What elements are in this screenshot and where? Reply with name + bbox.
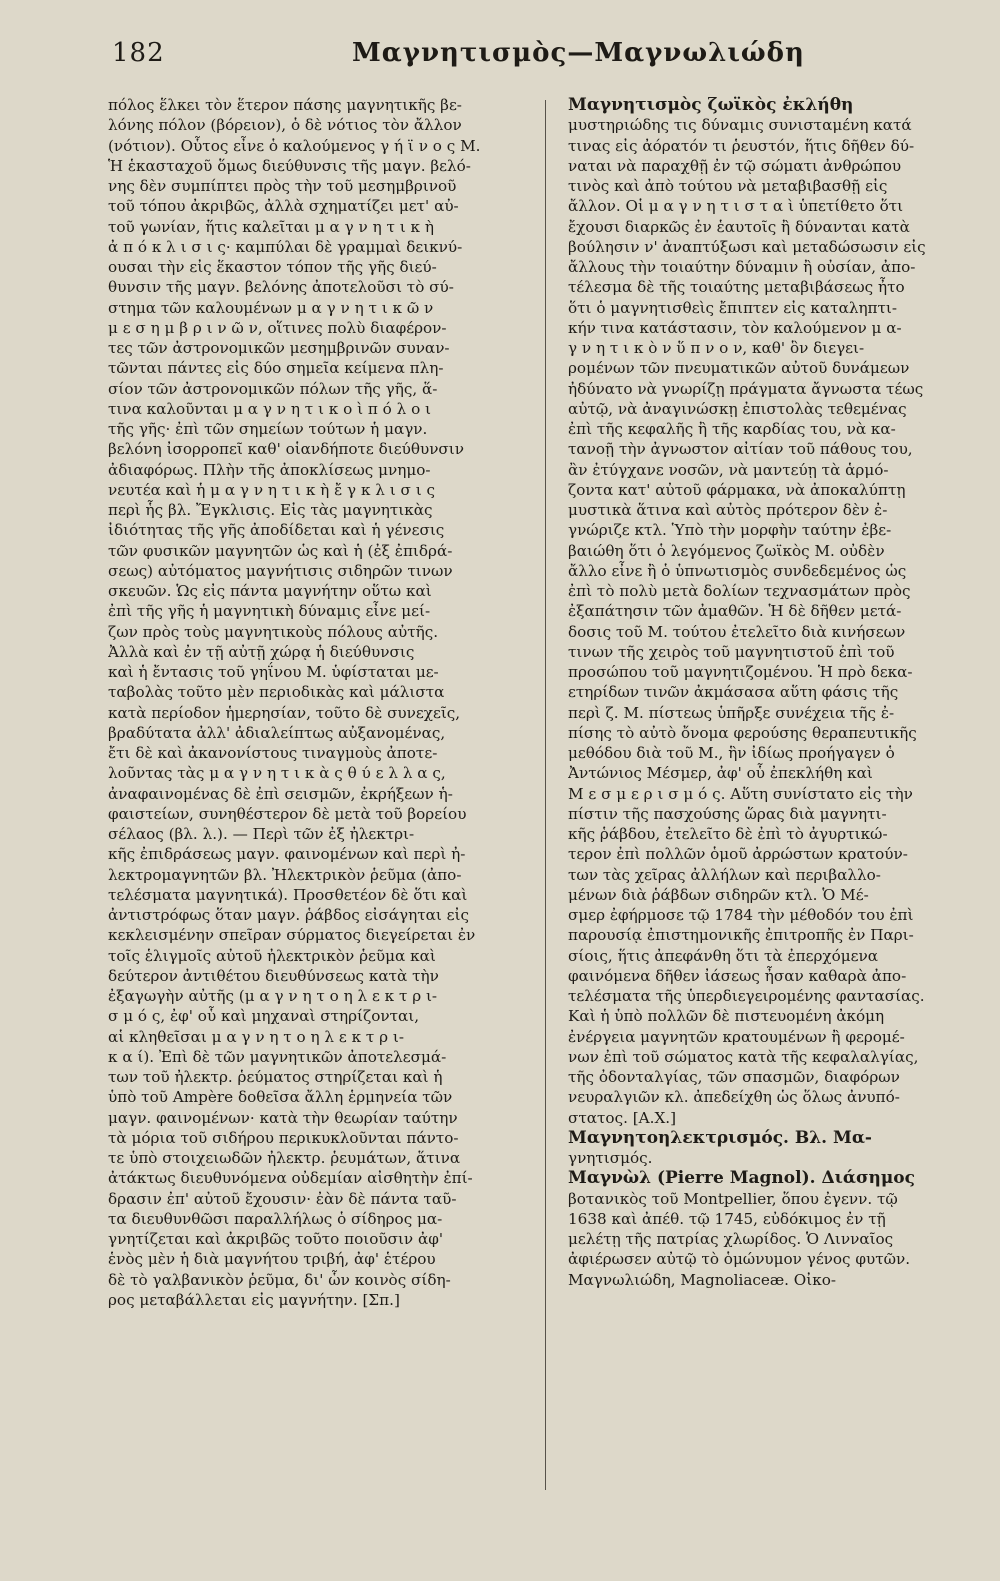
text-line: ἄλλον. Οἱ μ α γ ν η τ ι σ τ α ὶ ὑπετίθετο ὅτι [568,197,904,216]
text-line: νων ἐπὶ τοῦ σώματος κατὰ τῆς κεφαλαλγίας, [568,1047,919,1066]
text-line: ἀφιέρωσεν αὐτῷ τὸ ὁμώνυμον γένος φυτῶν. [568,1250,911,1269]
text-line: κατὰ περίοδον ἡμερησίαν, τοῦτο δὲ συνεχεῖς, [108,703,461,722]
text-line: κ α ί). Ἐπὶ δὲ τῶν μαγνητικῶν ἀποτελεσμά- [108,1047,447,1066]
text-line: περὶ ἧς βλ. Ἔγκλισις. Εἰς τὰς μαγνητικὰς [108,501,433,519]
text-line: Ἡ ἑκασταχοῦ ὅμως διεύθυνσις τῆς μαγν. βελό- [108,156,471,175]
text-line: λοῦντας τὰς μ α γ ν η τ ι κ ὰ ς θ ύ ε λ λ α ς, [108,764,446,783]
text-line: δεύτερον ἀντιθέτου διευθύνσεως κατὰ τὴν [108,966,439,985]
text-line: ταβολὰς τοῦτο μὲν περιοδικὰς καὶ μάλιστα [108,683,445,702]
text-line: ἐξαπάτησιν τῶν ἀμαθῶν. Ἡ δὲ δῆθεν μετά- [568,602,902,621]
text-line: λόνης πόλον (βόρειον), ὁ δὲ νότιος τὸν ἄλλον [108,116,462,135]
text-line: μένων διὰ ῥάβδων σιδηρῶν κτλ. Ὁ Μέ- [568,885,869,904]
text-line: τέλεσμα δὲ τῆς τοιαύτης μεταβιβάσεως ἦτο [568,278,905,297]
text-line: τινα καλοῦνται μ α γ ν η τ ι κ ο ὶ π ό λ ο ι [108,399,432,418]
text-line: ζοντα κατ' αὐτοῦ φάρμακα, νὰ ἀποκαλύπτῃ [568,480,906,499]
text-line: τε ὑπὸ στοιχειωδῶν ἠλεκτρ. ῥευμάτων, ἅτινα [108,1149,461,1167]
text-line: ἄλλο εἶνε ἢ ὁ ὑπνωτισμὸς συνδεδεμένος ὡς [568,561,907,580]
running-title: Μαγνητισμὸς—Μαγνωλιώδη [352,38,805,68]
text-line: σέλαος (βλ. λ.). — Περὶ τῶν ἐξ ἠλεκτρι- [108,825,415,843]
text-line: ἠδύνατο νὰ γνωρίζῃ πράγματα ἄγνωστα τέως [568,379,924,398]
text-line: Μ ε σ μ ε ρ ι σ μ ό ς. Αὕτη συνίστατο εἰς τὴν [568,784,913,803]
text-line: σκευῶν. Ὡς εἰς πάντα μαγνήτην οὕτω καὶ [108,582,432,600]
text-line: νευραλγιῶν κλ. ἀπεδείχθη ὡς ὅλως ἀνυπό- [568,1088,900,1107]
text-line: ἀδιαφόρως. Πλὴν τῆς ἀποκλίσεως μνημο- [108,460,431,479]
text-line: τελέσματα μαγνητικά). Προσθετέον δὲ ὅτι καὶ [108,885,468,904]
text-line: τινας εἰς ἀόρατόν τι ῥευστόν, ἥτις δῆθεν δύ- [568,136,915,155]
text-line: Καὶ ἡ ὑπὸ πολλῶν δὲ πιστευομένη ἀκόμη [568,1007,885,1026]
text-line: ὅτι ὁ μαγνητισθεὶς ἔπιπτεν εἰς καταληπτι- [568,298,898,317]
text-line: βοτανικὸς τοῦ Montpellier, ὅπου ἐγενν. τῷ [568,1189,898,1208]
text-line: αἱ κληθεῖσαι μ α γ ν η τ ο η λ ε κ τ ρ ι- [108,1027,404,1046]
text-line: στατος. [Α.Χ.] [568,1108,677,1127]
text-line: δοσις τοῦ Μ. τούτου ἐτελεῖτο διὰ κινήσεων [568,622,906,641]
text-line: μελέτῃ τῆς πατρίας χλωρίδος. Ὁ Λινναῖος [568,1230,894,1248]
text-line: Μαγνὼλ (Pierre Magnol). Διάσημος [568,1168,915,1189]
text-line: Μαγνωλιώδη, Magnoliaceæ. Οἰκο- [568,1270,836,1289]
text-line: των τὰς χεῖρας ἀλλήλων καὶ περιβαλλο- [568,865,881,884]
text-line: σ μ ό ς, ἐφ' οὗ καὶ μηχαναὶ στηρίζονται, [108,1007,420,1026]
page-number: 182 [112,38,165,68]
text-line: μ ε σ η μ β ρ ι ν ῶ ν, οἵτινες πολὺ διαφέρον- [108,318,447,337]
text-line: αὐτῷ, νὰ ἀναγινώσκῃ ἐπιστολὰς τεθεμένας [568,399,907,418]
text-line: καὶ ἡ ἔντασις τοῦ γηΐνου Μ. ὑφίσταται με- [108,663,439,681]
text-line: ἀντιστρόφως ὅταν μαγν. ῥάβδος εἰσάγηται εἰς [108,906,469,924]
text-line: βραδύτατα ἀλλ' ἀδιαλείπτως αὐξανομένας, [108,723,446,742]
text-line: ἐπὶ τὸ πολὺ μετὰ δολίων τεχνασμάτων πρὸς [568,582,911,600]
text-line: βελόνη ἰσορροπεῖ καθ' οἱανδήποτε διεύθυνσιν [108,440,464,459]
text-line: τοῖς ἑλιγμοῖς αὐτοῦ ἠλεκτρικὸν ῥεῦμα καὶ [108,946,436,965]
text-line: ἀτάκτως διευθυνόμενα οὐδεμίαν αἰσθητὴν ἐπί- [108,1169,473,1188]
text-line: ἀναφαινομένας δὲ ἐπὶ σεισμῶν, ἐκρήξεων ἡ- [108,784,453,803]
text-line: ἔτι δὲ καὶ ἀκανονίστους τιναγμοὺς ἀποτε- [108,744,438,762]
text-line: ἀ π ό κ λ ι σ ι ς· καμπύλαι δὲ γραμμαὶ δεικνύ- [108,237,463,256]
text-line: νευτέα καὶ ἡ μ α γ ν η τ ι κ ὴ ἔ γ κ λ ι σ ι ς [108,480,435,499]
text-line: ουσαι τὴν εἰς ἕκαστον τόπον τῆς γῆς διεύ- [108,258,437,276]
text-line: ἐνέργεια μαγνητῶν κρατουμένων ἢ φερομέ- [568,1027,905,1046]
text-line: ρομένων τῶν πνευματικῶν αὐτοῦ δυνάμεων [568,359,910,378]
text-line: βαιώθη ὅτι ὁ λεγόμενος ζωϊκὸς Μ. οὐδὲν [568,541,885,560]
text-line: τινὸς καὶ ἀπὸ τούτου νὰ μεταβιβασθῇ εἰς [568,177,888,195]
text-line: μυστικὰ ἅτινα καὶ αὐτὸς πρότερον δὲν ἐ- [568,501,888,519]
text-line: τες τῶν ἀστρονομικῶν μεσημβρινῶν συναν- [108,339,450,357]
text-line: ἐπὶ τῆς κεφαλῆς ἢ τῆς καρδίας του, νὰ κα- [568,420,896,438]
text-line: τοῦ τόπου ἀκριβῶς, ἀλλὰ σχηματίζει μετ' αὐ- [108,197,459,216]
text-line: δρασιν ἐπ' αὐτοῦ ἔχουσιν· ἐὰν δὲ πάντα ταῦ- [108,1189,457,1208]
text-line: παρουσίᾳ ἐπιστημονικῆς ἐπιτροπῆς ἐν Παρι- [568,926,914,945]
text-line: πίστιν τῆς πασχούσης ὥρας διὰ μαγνητι- [568,804,887,823]
text-line: ετηρίδων τινῶν ἀκμάσασα αὕτη φάσις τῆς [568,683,899,702]
text-line: προσώπου τοῦ μαγνητιζομένου. Ἡ πρὸ δεκα- [568,663,913,681]
text-line: 1638 καὶ ἀπέθ. τῷ 1745, εὐδόκιμος ἐν τῇ [568,1209,886,1228]
text-line: φαιστείων, συνηθέστερον δὲ μετὰ τοῦ βορείου [108,804,467,823]
text-line: ἑνὸς μὲν ἡ διὰ μαγνήτου τριβή, ἀφ' ἑτέρου [108,1250,436,1269]
text-line: πόλος ἕλκει τὸν ἕτερον πάσης μαγνητικῆς βε- [108,96,462,114]
text-line: ἰδιότητας τῆς γῆς ἀποδίδεται καὶ ἡ γένεσις [108,521,445,540]
text-line: Μαγνητοηλεκτρισμός. Βλ. Μα- [568,1127,872,1148]
text-line: ἔχουσι διαρκῶς ἐν ἑαυτοῖς ἢ δύνανται κατὰ [568,217,910,236]
text-line: δὲ τὸ γαλβανικὸν ῥεῦμα, δι' ὧν κοινὸς σίδη- [108,1270,451,1289]
text-line: των τοῦ ἠλεκτρ. ῥεύματος στηρίζεται καὶ ἡ [108,1068,443,1086]
text-line: μεθόδου διὰ τοῦ Μ., ἣν ἰδίως προήγαγεν ὁ [568,744,895,762]
text-line: τα διευθυνθῶσι παραλλήλως ὁ σίδηρος μα- [108,1209,443,1228]
column-divider [545,100,546,1490]
text-line: Ἀντώνιος Μέσμερ, ἀφ' οὗ ἐπεκλήθη καὶ [568,764,873,783]
text-line: τῆς ὀδονταλγίας, τῶν σπασμῶν, διαφόρων [568,1068,900,1086]
text-line: τῶνται πάντες εἰς δύο σημεῖα κείμενα πλη- [108,359,444,378]
text-line: σίοις, ἥτις ἀπεφάνθη ὅτι τὰ ἐπερχόμενα [568,946,878,965]
text-line: θυνσιν τῆς μαγν. βελόνης ἀποτελοῦσι τὸ σύ- [108,278,454,297]
text-line: ναται νὰ παραχθῇ ἐν τῷ σώματι ἀνθρώπου [568,156,902,175]
text-line: βούλησιν ν' ἀναπτύξωσι καὶ μεταδώσωσιν εἰς [568,237,926,256]
text-line: ζων πρὸς τοὺς μαγνητικοὺς πόλους αὐτῆς. [108,622,439,641]
page-header [112,38,952,78]
text-line: γ ν η τ ι κ ὸ ν ὕ π ν ο ν, καθ' ὃν διεγει- [568,339,865,357]
text-line: ἐπὶ τῆς γῆς ἡ μαγνητικὴ δύναμις εἶνε μεί- [108,602,431,621]
text-line: γνητισμός. [568,1149,653,1167]
text-line: γνητίζεται καὶ ἀκριβῶς τοῦτο ποιοῦσιν ἀφ' [108,1230,444,1248]
text-line: σμερ ἐφήρμοσε τῷ 1784 τὴν μέθοδόν του ἐπὶ [568,906,914,924]
text-line: τῶν φυσικῶν μαγνητῶν ὡς καὶ ἡ (ἐξ ἐπιδρά- [108,541,453,560]
text-line: ὑπὸ τοῦ Ampère δοθεῖσα ἄλλη ἑρμηνεία τῶν [108,1088,453,1107]
text-line: γνώριζε κτλ. Ὑπὸ τὴν μορφὴν ταύτην ἐβε- [568,521,892,540]
text-line: μυστηριώδης τις δύναμις συνισταμένη κατά [568,116,912,135]
text-line: Μαγνητισμὸς ζωϊκὸς ἐκλήθη [568,95,854,115]
text-line: τῆς γῆς· ἐπὶ τῶν σημείων τούτων ἡ μαγν. [108,420,428,438]
text-line: στημα τῶν καλουμένων μ α γ ν η τ ι κ ῶ ν [108,298,434,317]
text-line: πίσης τὸ αὐτὸ ὄνομα φερούσης θεραπευτικῆς [568,723,917,742]
text-line: περὶ ζ. Μ. πίστεως ὑπῆρξε συνέχεια τῆς ἐ- [568,703,895,722]
text-line: τανοῇ τὴν ἀγνωστον αἰτίαν τοῦ πάθους του, [568,440,913,459]
text-line: ἄλλους τὴν τοιαύτην δύναμιν ἢ οὐσίαν, ἀπο- [568,258,916,276]
text-line: κεκλεισμένην σπεῖραν σύρματος διεγείρεται ἐν [108,926,476,945]
text-line: ἐξαγωγὴν αὐτῆς (μ α γ ν η τ ο η λ ε κ τ ρ ι- [108,987,438,1005]
text-line: φαινόμενα δῆθεν ἰάσεως ἦσαν καθαρὰ ἀπο- [568,966,907,985]
text-line: μαγν. φαινομένων· κατὰ τὴν θεωρίαν ταύτην [108,1108,458,1127]
text-line: τινων τῆς χειρὸς τοῦ μαγνητιστοῦ ἐπὶ τοῦ [568,642,895,661]
text-line: νης δὲν συμπίπτει πρὸς τὴν τοῦ μεσημβρινοῦ [108,177,457,195]
text-line: τοῦ γωνίαν, ἥτις καλεῖται μ α γ ν η τ ι κ ὴ [108,217,434,236]
text-line: κῆς ἐπιδράσεως μαγν. φαινομένων καὶ περὶ ἠ- [108,845,466,864]
text-line: κῆς ῥάβδου, ἐτελεῖτο δὲ ἐπὶ τὸ ἀγυρτικώ- [568,825,888,843]
right-column [568,95,958,1290]
text-line: σίον τῶν ἀστρονομικῶν πόλων τῆς γῆς, ἅ- [108,379,438,398]
text-line: τελέσματα τῆς ὑπερδιεγειρομένης φαντασίας. [568,987,925,1005]
text-line: τερον ἐπὶ πολλῶν ὁμοῦ ἀρρώστων κρατούν- [568,845,908,864]
text-line: ἂν ἐτύγχανε νοσῶν, νὰ μαντεύῃ τὰ ἁρμό- [568,460,889,479]
text-line: Ἀλλὰ καὶ ἐν τῇ αὐτῇ χώρᾳ ἡ διεύθυνσις [108,642,415,661]
left-column [108,95,528,1310]
text-line: τὰ μόρια τοῦ σιδήρου περικυκλοῦνται πάντο- [108,1128,459,1147]
text-line: (νότιον). Οὗτος εἶνε ὁ καλούμενος γ ή ϊ ν ο ς Μ. [108,136,481,155]
text-line: κήν τινα κατάστασιν, τὸν καλούμενον μ α- [568,318,902,337]
text-line: ρος μεταβάλλεται εἰς μαγνήτην. [Σπ.] [108,1290,400,1309]
text-line: λεκτρομαγνητῶν βλ. Ἠλεκτρικὸν ῥεῦμα (ἀπο- [108,865,462,884]
text-line: σεως) αὐτόματος μαγνήτισις σιδηρῶν τινων [108,561,453,580]
